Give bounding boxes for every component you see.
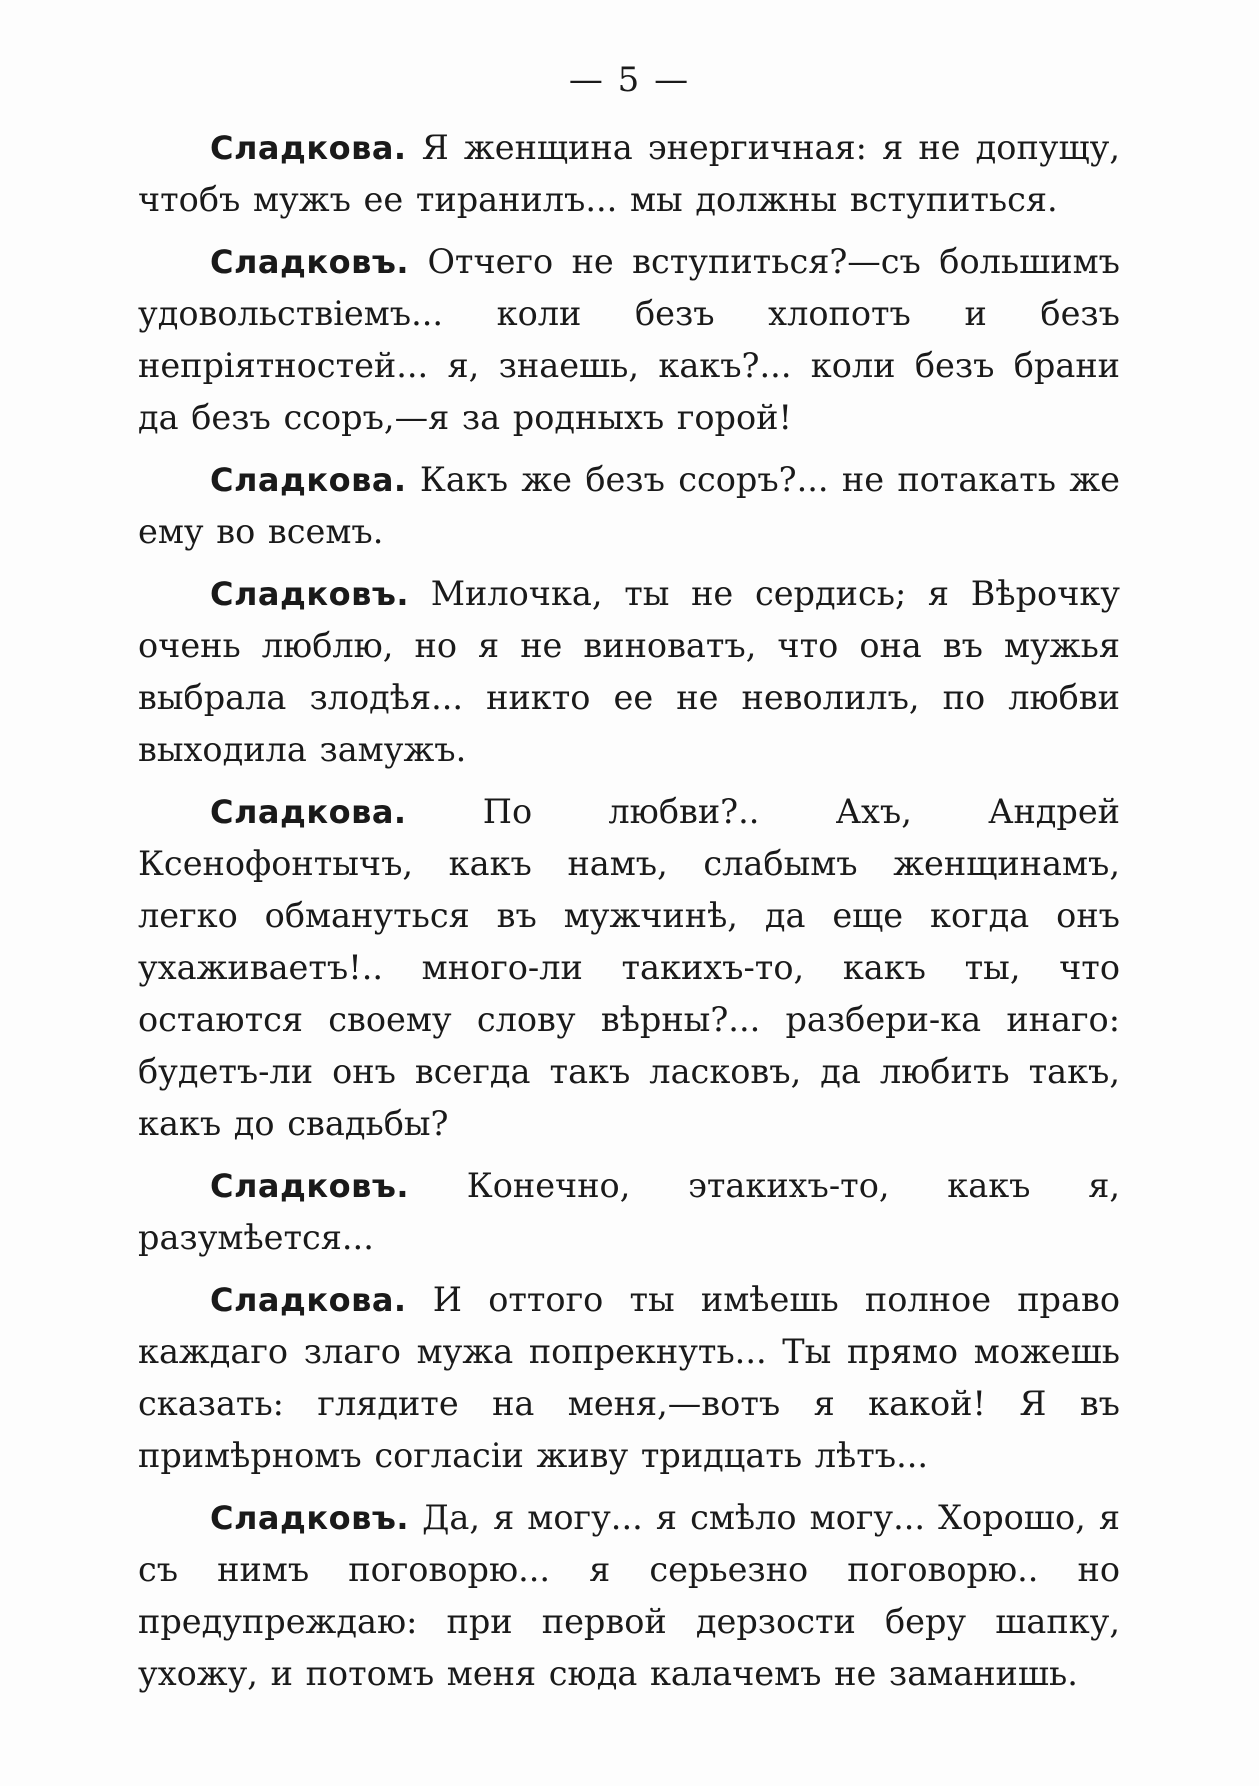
page-number: — 5 —	[568, 60, 691, 100]
speech-text: По любви?.. Ахъ, Андрей Ксенофонтычъ, какъ намъ, слабымъ женщинамъ, легко обмануться въ мужчинѣ, да еще когда онъ ухаживаетъ!.. много-ли такихъ-то, какъ ты, что остаются своему слову вѣрны?... разбери-ка инаго: будетъ-ли онъ всегда такъ ласковъ, да любить такъ, какъ до свадьбы?	[138, 792, 1120, 1143]
speech-text: И оттого ты имѣешь полное право каждаго злаго мужа попрекнуть... Ты прямо можешь сказать: глядите на меня,—вотъ я какой! Я въ примѣрномъ согласіи живу тридцать лѣтъ...	[138, 1280, 1120, 1475]
speech-text: Какъ же безъ ссоръ?... не потакать же ему во всемъ.	[138, 460, 1120, 551]
speaker-name: Сладкова.	[210, 1281, 407, 1319]
speaker-name: Сладкова.	[210, 461, 407, 499]
speech-text: Я женщина энергичная: я не допущу, чтобъ мужъ ее тиранилъ... мы должны вступиться.	[138, 128, 1120, 219]
speaker-name: Сладковъ.	[210, 243, 410, 281]
dialogue-paragraph	[138, 122, 1120, 226]
dialogue-paragraph	[138, 568, 1120, 776]
page-body	[138, 122, 1120, 1710]
dialogue-paragraph	[138, 1274, 1120, 1482]
speaker-name: Сладкова.	[210, 129, 407, 167]
speaker-name: Сладковъ.	[210, 1499, 410, 1537]
dialogue-paragraph	[138, 786, 1120, 1150]
dialogue-paragraph	[138, 1492, 1120, 1700]
speaker-name: Сладковъ.	[210, 575, 410, 613]
speech-text: Отчего не вступиться?—съ большимъ удовольствіемъ... коли безъ хлопотъ и безъ непріятностей... я, знаешь, какъ?... коли безъ брани да безъ ссоръ,—я за родныхъ горой!	[138, 242, 1120, 437]
speaker-name: Сладкова.	[210, 793, 407, 831]
speech-text: Да, я могу... я смѣло могу... Хорошо, я съ нимъ поговорю... я серьезно поговорю.. но предупреждаю: при первой дерзости беру шапку, ухожу, и потомъ меня сюда калачемъ не заманишь.	[138, 1498, 1120, 1693]
dialogue-paragraph	[138, 236, 1120, 444]
speech-text: Конечно, этакихъ-то, какъ я, разумѣется...	[138, 1166, 1121, 1257]
speaker-name: Сладковъ.	[210, 1167, 410, 1205]
dialogue-paragraph	[138, 1160, 1120, 1264]
dialogue-paragraph	[138, 454, 1120, 558]
speech-text: Милочка, ты не сердись; я Вѣрочку очень люблю, но я не виноватъ, что она въ мужья выбрала злодѣя... никто ее не неволилъ, по любви выходила замужъ.	[138, 574, 1120, 769]
